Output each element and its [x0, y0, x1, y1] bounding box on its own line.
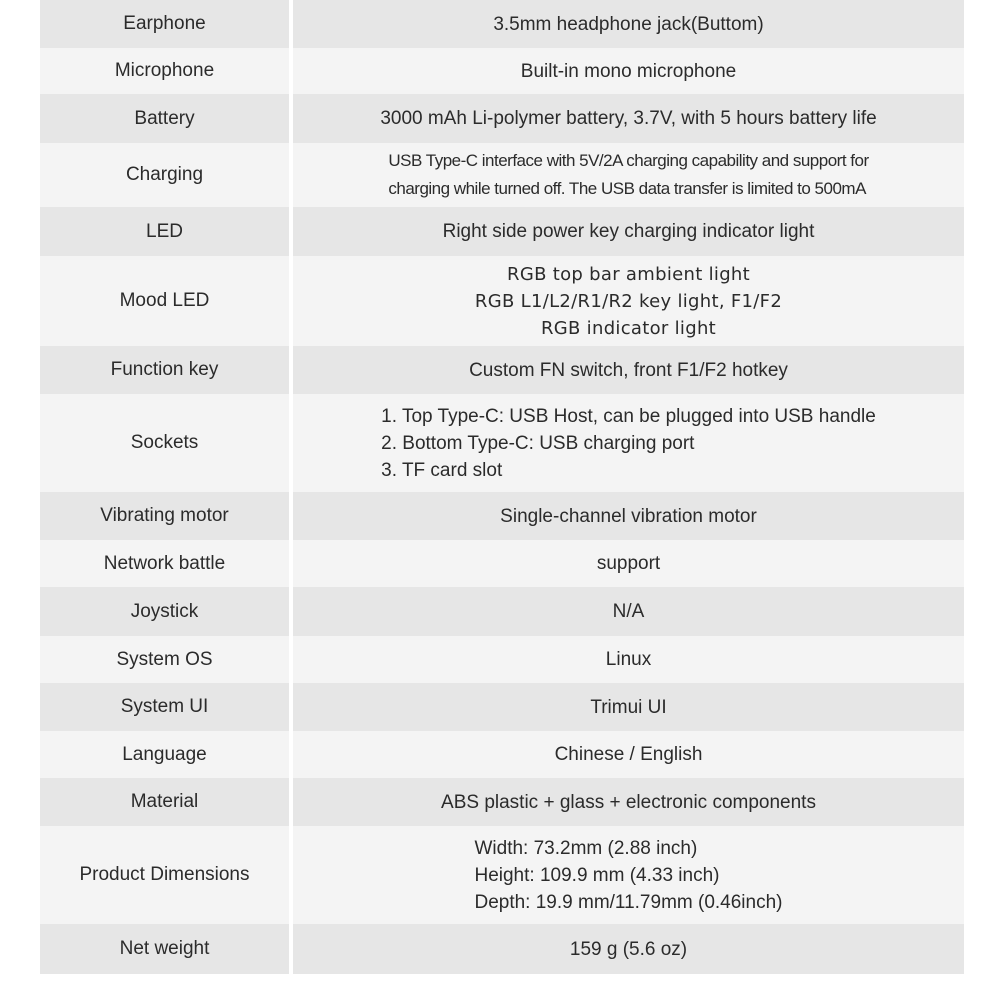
- spec-value: [293, 587, 964, 636]
- spec-value: [293, 778, 964, 826]
- spec-label: Battery: [40, 94, 289, 143]
- spec-value-line: 3. TF card slot: [381, 459, 503, 481]
- spec-value-line: charging while turned off. The USB data transfer is limited to 500mA: [388, 179, 866, 198]
- spec-label: Material: [40, 778, 289, 826]
- spec-label: LED: [40, 207, 289, 256]
- spec-value-line: 2. Bottom Type-C: USB charging port: [381, 432, 695, 454]
- spec-row-led: [40, 207, 964, 256]
- spec-row-earphone: [40, 0, 964, 48]
- spec-value: [293, 492, 964, 540]
- spec-value-line: Height: 109.9 mm (4.33 inch): [474, 864, 720, 886]
- spec-row-function-key: [40, 346, 964, 394]
- spec-value: [293, 924, 964, 974]
- spec-row-vibrating-motor: [40, 492, 964, 540]
- spec-value: [293, 636, 964, 683]
- spec-value-line: Linux: [605, 649, 652, 670]
- spec-label: Sockets: [40, 394, 289, 492]
- spec-label: Vibrating motor: [40, 492, 289, 540]
- spec-value-line: Chinese / English: [554, 744, 703, 765]
- spec-label: Product Dimensions: [40, 826, 289, 924]
- spec-label: Net weight: [40, 924, 289, 974]
- spec-row-battery: [40, 94, 964, 143]
- spec-label: Joystick: [40, 587, 289, 636]
- spec-value-line: Trimui UI: [590, 696, 667, 718]
- spec-value-line: Width: 73.2mm (2.88 inch): [474, 837, 698, 859]
- spec-value-line: 159 g (5.6 oz): [569, 938, 688, 960]
- spec-value: [293, 143, 964, 207]
- spec-row-material: [40, 778, 964, 826]
- spec-row-product-dimensions: [40, 826, 964, 924]
- spec-row-network-battle: [40, 540, 964, 587]
- spec-row-mood-led: [40, 256, 964, 346]
- spec-label: Language: [40, 731, 289, 778]
- spec-label: System UI: [40, 683, 289, 731]
- spec-value: [293, 731, 964, 778]
- spec-row-sockets: [40, 394, 964, 492]
- spec-value-line: RGB L1/L2/R1/R2 key light, F1/F2: [474, 290, 783, 312]
- spec-value: [293, 346, 964, 394]
- spec-value-line: Depth: 19.9 mm/11.79mm (0.46inch): [474, 891, 783, 913]
- spec-value: [293, 256, 964, 346]
- spec-row-system-os: [40, 636, 964, 683]
- spec-value-line: 3000 mAh Li-polymer battery, 3.7V, with 5 hours battery life: [380, 108, 877, 129]
- spec-label: Function key: [40, 346, 289, 394]
- spec-row-net-weight: [40, 924, 964, 974]
- spec-table: [40, 0, 964, 974]
- spec-row-joystick: [40, 587, 964, 636]
- spec-label: Charging: [40, 143, 289, 207]
- spec-value: [293, 683, 964, 731]
- spec-value-line: 1. Top Type-C: USB Host, can be plugged into USB handle: [381, 405, 876, 427]
- spec-value-line: ABS plastic + glass + electronic components: [441, 791, 816, 813]
- spec-value-line: Custom FN switch, front F1/F2 hotkey: [469, 359, 788, 381]
- spec-row-microphone: [40, 48, 964, 94]
- spec-value: [293, 48, 964, 94]
- spec-value: [293, 207, 964, 256]
- spec-value: [293, 394, 964, 492]
- spec-label: Network battle: [40, 540, 289, 587]
- spec-row-charging: [40, 143, 964, 207]
- spec-label: System OS: [40, 636, 289, 683]
- spec-label: Microphone: [40, 48, 289, 94]
- spec-value-line: N/A: [612, 601, 645, 622]
- spec-label: Mood LED: [40, 256, 289, 346]
- spec-value-line: Built-in mono microphone: [520, 60, 737, 82]
- spec-value-line: Right side power key charging indicator light: [442, 221, 815, 242]
- spec-value: [293, 94, 964, 143]
- spec-value: [293, 540, 964, 587]
- spec-value-line: 3.5mm headphone jack(Buttom): [493, 13, 764, 35]
- spec-row-language: [40, 731, 964, 778]
- spec-value-line: support: [596, 553, 661, 574]
- spec-value: [293, 0, 964, 48]
- spec-value-line: USB Type-C interface with 5V/2A charging capability and support for: [388, 151, 869, 170]
- spec-row-system-ui: [40, 683, 964, 731]
- spec-value-line: RGB top bar ambient light: [507, 263, 750, 285]
- spec-value: [293, 826, 964, 924]
- spec-label: Earphone: [40, 0, 289, 48]
- spec-value-line: Single-channel vibration motor: [500, 505, 757, 527]
- spec-value-line: RGB indicator light: [540, 317, 717, 339]
